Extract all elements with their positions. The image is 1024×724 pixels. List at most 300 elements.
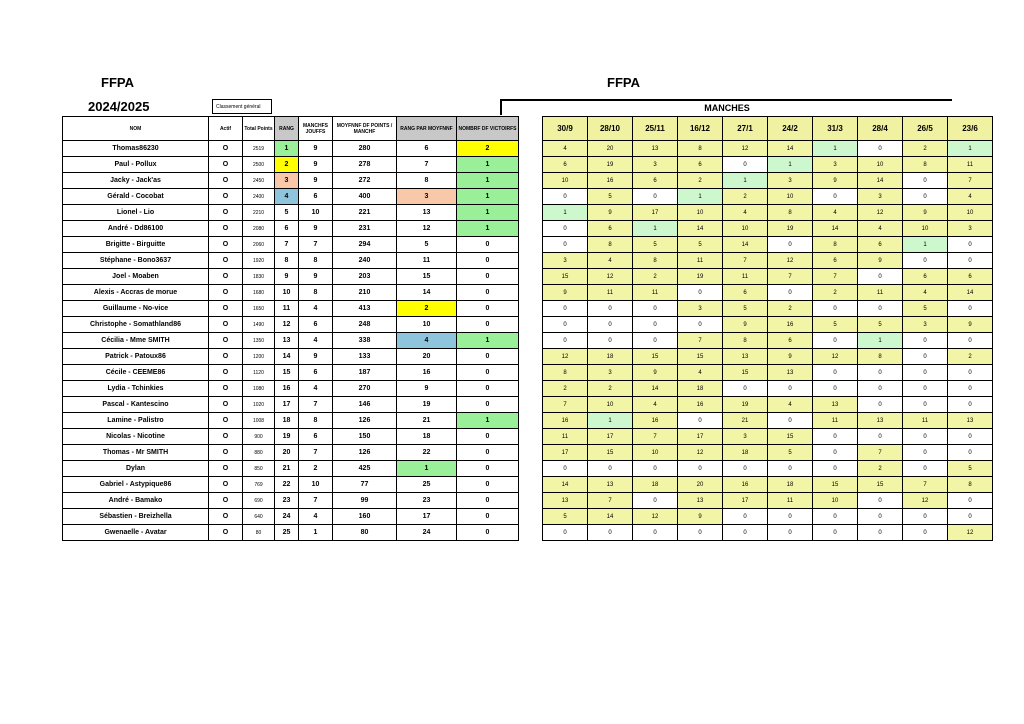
round-score: 2	[543, 381, 588, 397]
round-score: 0	[948, 301, 993, 317]
round-score: 11	[948, 157, 993, 173]
rounds-played: 4	[299, 301, 333, 317]
round-score: 14	[858, 173, 903, 189]
round-score: 0	[903, 397, 948, 413]
round-score: 7	[813, 269, 858, 285]
round-score: 10	[543, 173, 588, 189]
round-score: 9	[903, 205, 948, 221]
round-score: 0	[588, 333, 633, 349]
total-points: 2060	[243, 237, 275, 253]
rank: 7	[275, 237, 299, 253]
rank: 24	[275, 509, 299, 525]
total-points: 1020	[243, 397, 275, 413]
table-row	[63, 477, 993, 493]
total-points: 1490	[243, 317, 275, 333]
round-score: 0	[723, 381, 768, 397]
player-name: Lionel - Lio	[63, 205, 209, 221]
rank-by-average: 2	[397, 301, 457, 317]
active-flag: O	[209, 445, 243, 461]
round-score: 4	[768, 397, 813, 413]
column-gap	[519, 237, 543, 253]
round-score: 11	[543, 429, 588, 445]
victories: 1	[457, 413, 519, 429]
total-points: 1120	[243, 365, 275, 381]
column-gap	[519, 317, 543, 333]
rank-by-average: 4	[397, 333, 457, 349]
round-score: 13	[678, 493, 723, 509]
rank: 19	[275, 429, 299, 445]
rank-by-average: 6	[397, 141, 457, 157]
active-flag: O	[209, 381, 243, 397]
rank-by-average: 16	[397, 365, 457, 381]
round-score: 6	[543, 157, 588, 173]
column-gap	[519, 173, 543, 189]
round-score: 0	[858, 493, 903, 509]
victories: 0	[457, 253, 519, 269]
column-header: Total Points	[243, 117, 275, 141]
round-score: 0	[948, 445, 993, 461]
round-score: 4	[858, 221, 903, 237]
rank-by-average: 24	[397, 525, 457, 541]
column-gap	[519, 461, 543, 477]
average-points: 77	[333, 477, 397, 493]
round-score: 0	[948, 365, 993, 381]
total-points: 2519	[243, 141, 275, 157]
round-header: 16/12	[678, 117, 723, 141]
average-points: 280	[333, 141, 397, 157]
active-flag: O	[209, 317, 243, 333]
total-points: 1350	[243, 333, 275, 349]
round-score: 0	[813, 189, 858, 205]
rounds-played: 7	[299, 237, 333, 253]
column-gap	[519, 285, 543, 301]
round-score: 8	[543, 365, 588, 381]
average-points: 210	[333, 285, 397, 301]
title-left: FFPA	[101, 75, 134, 90]
round-score: 6	[948, 269, 993, 285]
column-gap	[519, 413, 543, 429]
round-score: 8	[588, 237, 633, 253]
rounds-played: 9	[299, 269, 333, 285]
rounds-played: 9	[299, 173, 333, 189]
round-score: 0	[903, 525, 948, 541]
total-points: 2080	[243, 221, 275, 237]
total-points: 1200	[243, 349, 275, 365]
round-score: 11	[858, 285, 903, 301]
column-gap	[519, 253, 543, 269]
round-score: 6	[678, 157, 723, 173]
player-name: Alexis - Accras de morue	[63, 285, 209, 301]
round-score: 7	[768, 269, 813, 285]
round-score: 5	[633, 237, 678, 253]
table-row	[63, 237, 993, 253]
round-score: 0	[903, 509, 948, 525]
round-header: 26/5	[903, 117, 948, 141]
round-score: 21	[723, 413, 768, 429]
table-row	[63, 349, 993, 365]
round-score: 0	[858, 429, 903, 445]
round-score: 0	[813, 509, 858, 525]
victories: 0	[457, 461, 519, 477]
round-score: 0	[633, 317, 678, 333]
average-points: 160	[333, 509, 397, 525]
table-row	[63, 189, 993, 205]
round-score: 17	[723, 493, 768, 509]
rounds-played: 8	[299, 285, 333, 301]
round-score: 8	[903, 157, 948, 173]
player-name: Cécile - CEEME86	[63, 365, 209, 381]
rank: 22	[275, 477, 299, 493]
round-score: 20	[678, 477, 723, 493]
round-score: 0	[543, 189, 588, 205]
player-name: Thomas86230	[63, 141, 209, 157]
round-score: 4	[903, 285, 948, 301]
rank: 11	[275, 301, 299, 317]
player-name: Gwenaelle - Avatar	[63, 525, 209, 541]
round-score: 2	[678, 173, 723, 189]
round-score: 2	[633, 269, 678, 285]
round-score: 0	[948, 493, 993, 509]
player-name: Pascal - Kantescino	[63, 397, 209, 413]
active-flag: O	[209, 461, 243, 477]
player-name: Cécilia - Mme SMITH	[63, 333, 209, 349]
rounds-played: 2	[299, 461, 333, 477]
victories: 0	[457, 349, 519, 365]
total-points: 2500	[243, 157, 275, 173]
round-score: 12	[768, 253, 813, 269]
round-score: 3	[633, 157, 678, 173]
round-score: 2	[588, 381, 633, 397]
round-score: 7	[903, 477, 948, 493]
average-points: 80	[333, 525, 397, 541]
active-flag: O	[209, 237, 243, 253]
round-score: 12	[633, 509, 678, 525]
total-points: 1830	[243, 269, 275, 285]
rank: 21	[275, 461, 299, 477]
player-name: Patrick - Patoux86	[63, 349, 209, 365]
rank-by-average: 23	[397, 493, 457, 509]
title-right: FFPA	[607, 75, 640, 90]
active-flag: O	[209, 301, 243, 317]
round-score: 3	[813, 157, 858, 173]
round-score: 0	[543, 525, 588, 541]
table-row	[63, 253, 993, 269]
round-score: 11	[723, 269, 768, 285]
round-score: 0	[588, 317, 633, 333]
round-score: 3	[948, 221, 993, 237]
average-points: 413	[333, 301, 397, 317]
rounds-played: 4	[299, 333, 333, 349]
rank: 20	[275, 445, 299, 461]
table-row	[63, 397, 993, 413]
victories: 0	[457, 525, 519, 541]
round-score: 0	[858, 381, 903, 397]
round-score: 1	[633, 221, 678, 237]
round-score: 13	[588, 477, 633, 493]
player-name: Brigitte - Birguitte	[63, 237, 209, 253]
total-points: 2210	[243, 205, 275, 221]
victories: 1	[457, 173, 519, 189]
round-score: 16	[768, 317, 813, 333]
round-score: 0	[903, 381, 948, 397]
victories: 2	[457, 141, 519, 157]
round-score: 3	[768, 173, 813, 189]
player-name: Paul - Pollux	[63, 157, 209, 173]
active-flag: O	[209, 269, 243, 285]
active-flag: O	[209, 173, 243, 189]
column-gap	[519, 493, 543, 509]
round-score: 0	[768, 285, 813, 301]
player-name: Guillaume - No-vice	[63, 301, 209, 317]
column-gap	[519, 365, 543, 381]
round-score: 0	[813, 445, 858, 461]
player-name: Dylan	[63, 461, 209, 477]
average-points: 425	[333, 461, 397, 477]
average-points: 150	[333, 429, 397, 445]
round-score: 18	[723, 445, 768, 461]
victories: 0	[457, 301, 519, 317]
player-name: André - Dd86100	[63, 221, 209, 237]
rank: 1	[275, 141, 299, 157]
round-score: 7	[678, 333, 723, 349]
round-score: 4	[813, 205, 858, 221]
victories: 0	[457, 317, 519, 333]
round-header: 28/4	[858, 117, 903, 141]
round-score: 15	[768, 429, 813, 445]
round-score: 9	[813, 173, 858, 189]
round-score: 12	[588, 269, 633, 285]
round-score: 0	[813, 429, 858, 445]
round-score: 14	[678, 221, 723, 237]
rank: 23	[275, 493, 299, 509]
round-score: 7	[633, 429, 678, 445]
player-name: Gabriel - Astypique86	[63, 477, 209, 493]
round-score: 0	[813, 333, 858, 349]
victories: 0	[457, 429, 519, 445]
round-score: 0	[858, 525, 903, 541]
total-points: 1680	[243, 285, 275, 301]
round-score: 7	[588, 493, 633, 509]
round-score: 3	[903, 317, 948, 333]
round-score: 0	[633, 493, 678, 509]
rank-by-average: 21	[397, 413, 457, 429]
round-score: 13	[633, 141, 678, 157]
round-score: 0	[678, 461, 723, 477]
round-score: 13	[948, 413, 993, 429]
total-points: 2450	[243, 173, 275, 189]
round-score: 11	[768, 493, 813, 509]
active-flag: O	[209, 397, 243, 413]
table-row	[63, 221, 993, 237]
round-score: 19	[768, 221, 813, 237]
player-name: André - Bamako	[63, 493, 209, 509]
round-score: 1	[543, 205, 588, 221]
column-header: NOMBRF DF VICTOIRFS	[457, 117, 519, 141]
column-gap	[519, 189, 543, 205]
rounds-played: 7	[299, 445, 333, 461]
round-score: 6	[768, 333, 813, 349]
round-score: 9	[858, 253, 903, 269]
round-score: 5	[678, 237, 723, 253]
header-row	[63, 117, 993, 141]
rank-by-average: 11	[397, 253, 457, 269]
round-score: 6	[858, 237, 903, 253]
active-flag: O	[209, 189, 243, 205]
column-gap	[519, 157, 543, 173]
column-header: MANCHFS JOUFFS	[299, 117, 333, 141]
rounds-played: 6	[299, 429, 333, 445]
rank-by-average: 20	[397, 349, 457, 365]
round-score: 10	[723, 221, 768, 237]
round-score: 9	[768, 349, 813, 365]
active-flag: O	[209, 365, 243, 381]
round-score: 0	[903, 365, 948, 381]
round-header: 31/3	[813, 117, 858, 141]
total-points: 640	[243, 509, 275, 525]
round-score: 6	[633, 173, 678, 189]
round-score: 0	[903, 189, 948, 205]
victories: 1	[457, 189, 519, 205]
round-score: 0	[903, 173, 948, 189]
round-score: 3	[678, 301, 723, 317]
round-score: 3	[723, 429, 768, 445]
round-score: 5	[588, 189, 633, 205]
active-flag: O	[209, 525, 243, 541]
round-score: 0	[768, 525, 813, 541]
round-score: 13	[768, 365, 813, 381]
total-points: 1008	[243, 413, 275, 429]
round-score: 9	[723, 317, 768, 333]
average-points: 126	[333, 413, 397, 429]
round-score: 17	[678, 429, 723, 445]
victories: 0	[457, 237, 519, 253]
round-score: 1	[813, 141, 858, 157]
round-score: 14	[723, 237, 768, 253]
round-score: 8	[678, 141, 723, 157]
victories: 0	[457, 365, 519, 381]
round-score: 18	[678, 381, 723, 397]
round-score: 10	[768, 189, 813, 205]
average-points: 294	[333, 237, 397, 253]
round-score: 5	[903, 301, 948, 317]
round-score: 10	[633, 445, 678, 461]
table-row	[63, 413, 993, 429]
rank: 4	[275, 189, 299, 205]
total-points: 80	[243, 525, 275, 541]
round-score: 11	[678, 253, 723, 269]
total-points: 880	[243, 445, 275, 461]
round-score: 2	[903, 141, 948, 157]
round-score: 1	[948, 141, 993, 157]
victories: 0	[457, 285, 519, 301]
rounds-played: 10	[299, 477, 333, 493]
victories: 1	[457, 157, 519, 173]
round-score: 9	[588, 205, 633, 221]
round-score: 5	[813, 317, 858, 333]
round-score: 0	[723, 525, 768, 541]
round-score: 9	[678, 509, 723, 525]
victories: 1	[457, 205, 519, 221]
active-flag: O	[209, 429, 243, 445]
round-score: 5	[858, 317, 903, 333]
total-points: 2400	[243, 189, 275, 205]
victories: 1	[457, 333, 519, 349]
active-flag: O	[209, 205, 243, 221]
round-score: 5	[948, 461, 993, 477]
average-points: 248	[333, 317, 397, 333]
round-score: 0	[948, 429, 993, 445]
round-score: 2	[768, 301, 813, 317]
round-score: 0	[858, 397, 903, 413]
round-score: 13	[813, 397, 858, 413]
round-score: 2	[813, 285, 858, 301]
column-header: MOYFNNF DF POINTS / MANCHF	[333, 117, 397, 141]
rank-by-average: 17	[397, 509, 457, 525]
rounds-played: 6	[299, 189, 333, 205]
active-flag: O	[209, 141, 243, 157]
round-score: 0	[948, 509, 993, 525]
round-score: 6	[588, 221, 633, 237]
round-score: 4	[543, 141, 588, 157]
round-score: 6	[903, 269, 948, 285]
player-name: Lydia - Tchinkies	[63, 381, 209, 397]
round-score: 16	[678, 397, 723, 413]
rank: 18	[275, 413, 299, 429]
round-score: 12	[723, 141, 768, 157]
round-score: 0	[633, 525, 678, 541]
rounds-played: 8	[299, 413, 333, 429]
table-body	[63, 141, 993, 541]
round-score: 0	[858, 509, 903, 525]
rounds-played: 4	[299, 381, 333, 397]
round-score: 14	[948, 285, 993, 301]
round-score: 1	[858, 333, 903, 349]
player-name: Lamine - Palistro	[63, 413, 209, 429]
average-points: 133	[333, 349, 397, 365]
total-points: 769	[243, 477, 275, 493]
round-score: 0	[903, 253, 948, 269]
average-points: 338	[333, 333, 397, 349]
round-score: 5	[543, 509, 588, 525]
round-score: 12	[543, 349, 588, 365]
rank: 9	[275, 269, 299, 285]
round-score: 0	[543, 221, 588, 237]
round-score: 13	[543, 493, 588, 509]
table-row	[63, 141, 993, 157]
round-score: 19	[588, 157, 633, 173]
round-header: 24/2	[768, 117, 813, 141]
total-points: 1650	[243, 301, 275, 317]
round-score: 6	[723, 285, 768, 301]
active-flag: O	[209, 509, 243, 525]
rounds-played: 9	[299, 141, 333, 157]
rounds-played: 1	[299, 525, 333, 541]
round-score: 13	[723, 349, 768, 365]
round-score: 0	[588, 525, 633, 541]
round-score: 0	[543, 317, 588, 333]
rank-by-average: 19	[397, 397, 457, 413]
table-row	[63, 205, 993, 221]
rank-by-average: 7	[397, 157, 457, 173]
round-score: 6	[813, 253, 858, 269]
column-gap	[519, 333, 543, 349]
round-score: 17	[543, 445, 588, 461]
round-score: 0	[678, 525, 723, 541]
round-score: 15	[723, 365, 768, 381]
total-points: 850	[243, 461, 275, 477]
average-points: 99	[333, 493, 397, 509]
round-score: 13	[858, 413, 903, 429]
